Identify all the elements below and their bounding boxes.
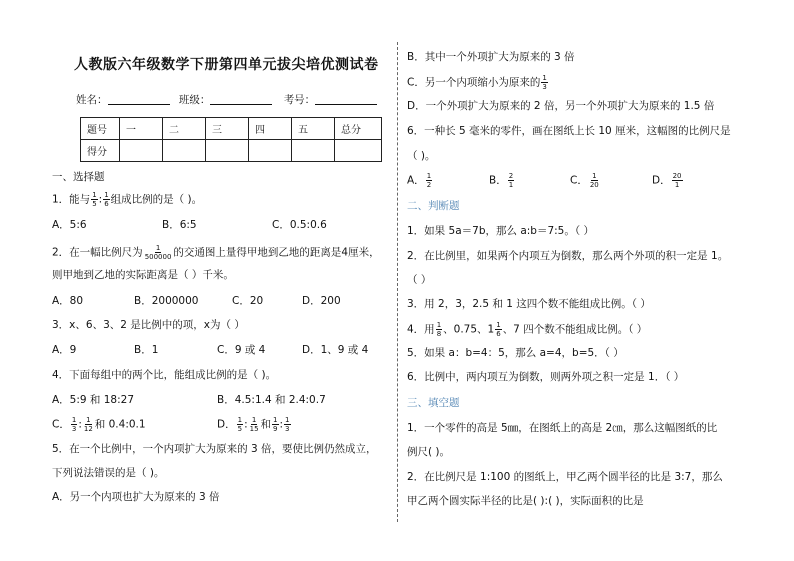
option-c[interactable]: C． $\frac{1}{3}$ : $\frac{1}{12}$ 和 0.4:0.1 — [52, 416, 146, 433]
fraction: $\frac{1}{5}$ — [237, 416, 243, 433]
fraction: $\frac{1}{3}$ — [542, 74, 547, 91]
fraction: $\frac{1}{12}$ — [83, 416, 93, 433]
judge-2: 2．在比例里，如果两个内项互为倒数，那么两个外项的积一定是 1。 — [407, 250, 729, 262]
question-4: 4．下面每组中的两个比，能组成比例的是（ )。 — [52, 369, 277, 381]
judge-2-line2: （ ） — [407, 274, 432, 286]
option-d[interactable]: D． $\frac{1}{5}$ : $\frac{1}{15}$ 和 $\frac{1}{9}$ : $\frac{1}{3}$ — [217, 416, 290, 433]
class-field[interactable] — [210, 94, 272, 105]
option-b[interactable]: B．4.5:1.4 和 2.4:0.7 — [217, 394, 326, 406]
score-table — [80, 117, 382, 162]
option-a[interactable]: A．5:9 和 18:27 — [52, 394, 135, 406]
question-5: 5．在一个比例中，一个内项扩大为原来的 3 倍，要使比例仍然成立， — [52, 443, 377, 455]
table-cell: 二 — [163, 118, 206, 140]
fraction: $\frac{1}{3}$ — [285, 416, 290, 433]
option-c[interactable]: C．20 — [232, 295, 264, 307]
fraction: $\frac{1}{9}$ — [273, 416, 278, 433]
fraction: $\frac{1}{20}$ — [589, 172, 599, 189]
option-d[interactable]: D．200 — [302, 295, 341, 307]
class-label: 班级： — [178, 94, 211, 106]
option-b[interactable]: B． $\frac{2}{1}$ — [489, 172, 514, 189]
fraction: $\frac{1}{15}$ — [249, 416, 259, 433]
fraction: $\frac{1}{3}$ — [71, 416, 77, 433]
fraction: $\frac{20}{1}$ — [672, 172, 682, 189]
option-d[interactable]: D．一个外项扩大为原来的 2 倍，另一个外项扩大为原来的 1.5 倍 — [407, 100, 715, 112]
question-5-line2: 下列说法错误的是（ )。 — [52, 467, 165, 479]
question-1: 1．能与 $\frac{1}{5}$ : $\frac{1}{6}$ 组成比例的是（ )。 — [52, 191, 203, 208]
option-a[interactable]: A．另一个内项也扩大为原来的 3 倍 — [52, 491, 220, 503]
score-input-cell[interactable] — [249, 140, 292, 162]
student-info-row — [76, 93, 377, 107]
question-text: 2．在一幅比例尺为 — [52, 246, 143, 259]
page-title: 人教版六年级数学下册第四单元拔尖培优测试卷 — [74, 57, 379, 73]
question-3: 3．x、6、3、2 是比例中的项，x为（ ） — [52, 319, 245, 331]
table-cell: 一 — [120, 118, 163, 140]
score-input-cell[interactable] — [120, 140, 163, 162]
option-c[interactable]: C．0.5:0.6 — [272, 219, 327, 231]
table-cell: 四 — [249, 118, 292, 140]
table-cell: 得分 — [81, 140, 120, 162]
score-table-score-row — [81, 140, 382, 162]
fraction: $\frac{1}{8}$ — [436, 321, 442, 338]
option-a[interactable]: A．9 — [52, 344, 77, 356]
number-label: 考号： — [283, 94, 316, 106]
fraction: $\frac{1}{6}$ — [496, 321, 501, 338]
judge-6: 6．比例中，两内项互为倒数，则两外项之积一定是 1．（ ） — [407, 371, 685, 383]
fraction: $\frac{1}{6}$ — [104, 191, 109, 208]
fill-2: 2．在比例尺是 1:100 的图纸上，甲乙两个圆半径的比是 3:7，那么 — [407, 471, 723, 483]
name-label: 姓名： — [76, 94, 108, 106]
fill-1-line2: 例尺( )。 — [407, 446, 451, 458]
section-title: 三、填空题 — [407, 397, 460, 409]
option-c[interactable]: C．另一个内项缩小为原来的 $\frac{1}{3}$ — [407, 74, 547, 91]
option-c[interactable]: C． $\frac{1}{20}$ — [570, 172, 599, 189]
question-text: 的交通图上量得甲地到乙地的距离是4厘米， — [173, 246, 380, 259]
option-b[interactable]: B．2000000 — [134, 295, 199, 307]
score-input-cell[interactable] — [206, 140, 249, 162]
name-field[interactable] — [108, 94, 170, 105]
option-a[interactable]: A．80 — [52, 295, 84, 307]
option-b[interactable]: B．其中一个外项扩大为原来的 3 倍 — [407, 51, 575, 63]
option-b[interactable]: B．6:5 — [162, 219, 197, 231]
table-cell: 五 — [292, 118, 335, 140]
score-table-header-row — [81, 118, 382, 140]
question-6-line2: （ )。 — [407, 150, 436, 162]
question-2-line2: 则甲地到乙地的实际距离是（ ）千米。 — [52, 269, 234, 281]
question-text: 组成比例的是（ )。 — [110, 193, 203, 206]
fill-1: 1．一个零件的高是 5㎜，在图纸上的高是 2㎝，那么这幅图纸的比 — [407, 422, 718, 434]
question-text: 1．能与 — [52, 193, 91, 206]
column-divider — [397, 42, 398, 522]
option-b[interactable]: B．1 — [134, 344, 159, 356]
table-cell: 总分 — [335, 118, 382, 140]
table-cell: 题号 — [81, 118, 120, 140]
fraction: $\frac{1}{5}$ — [92, 191, 97, 208]
section-title: 二、判断题 — [407, 200, 460, 212]
score-input-cell[interactable] — [292, 140, 335, 162]
judge-3: 3．用 2，3，2.5 和 1 这四个数不能组成比例。（ ） — [407, 298, 651, 310]
judge-1: 1．如果 5a＝7b，那么 a:b＝7:5。（ ） — [407, 225, 594, 237]
number-field[interactable] — [315, 94, 377, 105]
option-c[interactable]: C．9 或 4 — [217, 344, 266, 356]
option-d[interactable]: D．1、9 或 4 — [302, 344, 369, 356]
table-cell: 三 — [206, 118, 249, 140]
score-input-cell[interactable] — [335, 140, 382, 162]
fill-2-line2: 甲乙两个圆实际半径的比是( ):( )，实际面积的比是 — [407, 495, 644, 507]
fraction: $\frac{1}{2}$ — [426, 172, 432, 189]
option-a[interactable]: A．5:6 — [52, 219, 87, 231]
fraction: $\frac{1}{500000}$ — [144, 244, 172, 261]
judge-4: 4．用 $\frac{1}{8}$ 、0.75、1 $\frac{1}{6}$ 、7 四个数不能组成比例。（ ） — [407, 321, 648, 338]
question-6: 6．一种长 5 毫米的零件，画在图纸上长 10 厘米，这幅图的比例尺是 — [407, 125, 731, 137]
score-input-cell[interactable] — [163, 140, 206, 162]
section-title: 一、选择题 — [52, 171, 105, 183]
judge-5: 5．如果 a：b=4：5，那么 a=4，b=5．（ ） — [407, 347, 624, 359]
option-a[interactable]: A． $\frac{1}{2}$ — [407, 172, 432, 189]
fraction: $\frac{2}{1}$ — [508, 172, 514, 189]
option-d[interactable]: D． $\frac{20}{1}$ — [652, 172, 682, 189]
question-2 — [52, 244, 380, 261]
